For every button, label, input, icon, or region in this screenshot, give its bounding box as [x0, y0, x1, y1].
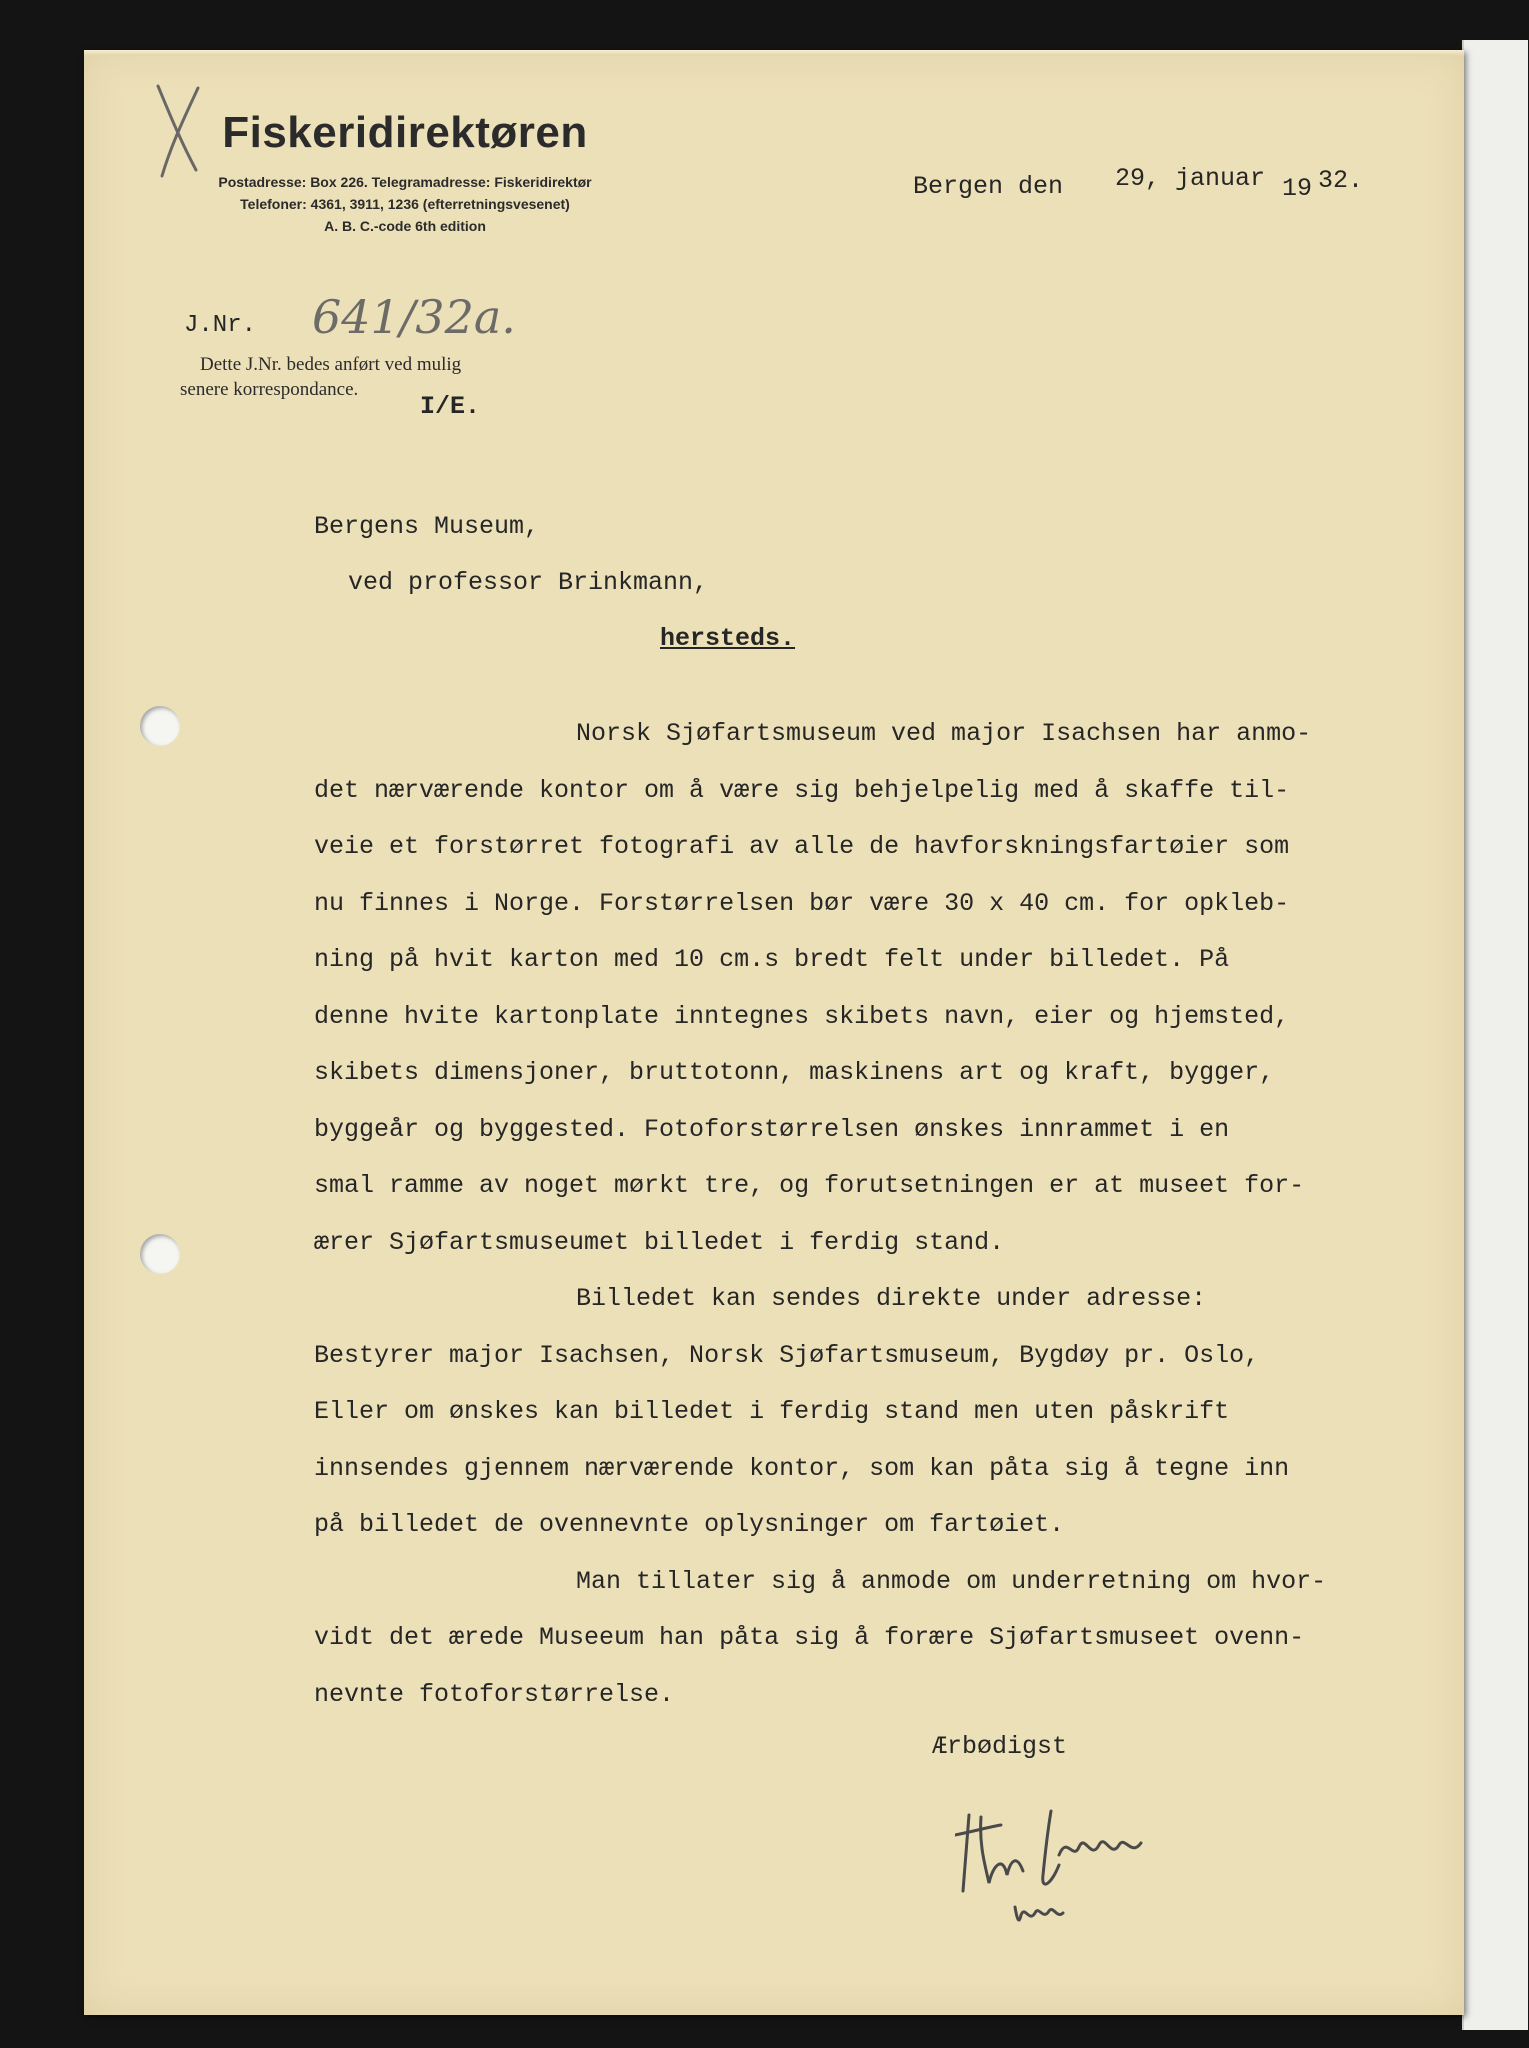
body-line: skibets dimensjoner, bruttotonn, maskinens art og kraft, bygger,: [314, 1058, 1275, 1087]
letterhead: [130, 108, 680, 234]
body-line: Man tillater sig å anmode om underretning om hvor-: [576, 1566, 1327, 1596]
handwritten-signature: [955, 1795, 1175, 1935]
body-line: nevnte fotoforstørrelse.: [314, 1679, 675, 1709]
closing-greeting: Ærbødigst: [932, 1732, 1068, 1761]
letterhead-phone-line: Telefoner: 4361, 3911, 1236 (efterretningsvesenet): [240, 196, 570, 212]
mounting-board-edge: [1462, 40, 1528, 2030]
page-fold: [84, 50, 1464, 56]
body-line: på billedet de ovennevnte oplysninger om fartøiet.: [314, 1510, 1065, 1539]
body-line: det nærværende kontor om å være sig behjelpelig med å skaffe til-: [314, 775, 1290, 805]
date-year-prefix: 19: [1282, 174, 1313, 203]
letterhead-code-line: A. B. C.-code 6th edition: [324, 218, 486, 234]
journal-initials: I/E.: [420, 392, 481, 421]
body-line: ning på hvit karton med 10 cm.s bredt felt under billedet. På: [314, 945, 1230, 974]
body-line: byggeår og byggested. Fotoforstørrelsen ønskes innrammet i en: [314, 1114, 1230, 1144]
body-line: smal ramme av noget mørkt tre, og forutsetningen er at museet for-: [314, 1171, 1305, 1200]
date-day-month: 29, januar: [1115, 164, 1266, 193]
journal-note-line1: Dette J.Nr. bedes anført ved mulig: [200, 354, 462, 375]
body-line: Norsk Sjøfartsmuseum ved major Isachsen har anmo-: [576, 719, 1312, 748]
body-line: denne hvite kartonplate inntegnes skibets navn, eier og hjemsted,: [314, 1001, 1290, 1031]
journal-number-handwritten: 641/32a.: [312, 290, 516, 344]
letterhead-postal-line: Postadresse: Box 226. Telegramadresse: Fiskeridirektør: [218, 174, 592, 190]
recipient-line1: Bergens Museum,: [314, 512, 540, 541]
letter-body: [314, 706, 1326, 1723]
journal-note-line2: senere korrespondance.: [180, 379, 359, 400]
body-line: Eller om ønskes kan billedet i ferdig stand men uten påskrift: [314, 1397, 1230, 1426]
letterhead-title: Fiskeridirektøren: [222, 108, 588, 157]
date-year-suffix: 32.: [1318, 166, 1364, 195]
body-line: Bestyrer major Isachsen, Norsk Sjøfartsmuseum, Bygdøy pr. Oslo,: [314, 1340, 1260, 1370]
punch-hole-bottom: [140, 1234, 180, 1274]
body-line: Billedet kan sendes direkte under adresse:: [576, 1284, 1207, 1313]
punch-hole-top: [140, 706, 180, 746]
body-line: vidt det ærede Museeum han påta sig å forære Sjøfartsmuseet ovenn-: [314, 1623, 1305, 1652]
body-line: veie et forstørret fotografi av alle de havforskningsfartøier som: [314, 832, 1290, 861]
recipient-line3: hersteds.: [660, 624, 796, 653]
body-line: nu finnes i Norge. Forstørrelsen bør være 30 x 40 cm. for opkleb-: [314, 888, 1290, 918]
recipient-line2: ved professor Brinkmann,: [348, 568, 709, 597]
date-prefix: Bergen den: [913, 172, 1064, 201]
body-line: innsendes gjennem nærværende kontor, som kan påta sig å tegne inn: [314, 1453, 1290, 1483]
body-line: ærer Sjøfartsmuseumet billedet i ferdig stand.: [314, 1227, 1005, 1257]
journal-label: J.Nr.: [184, 312, 257, 339]
